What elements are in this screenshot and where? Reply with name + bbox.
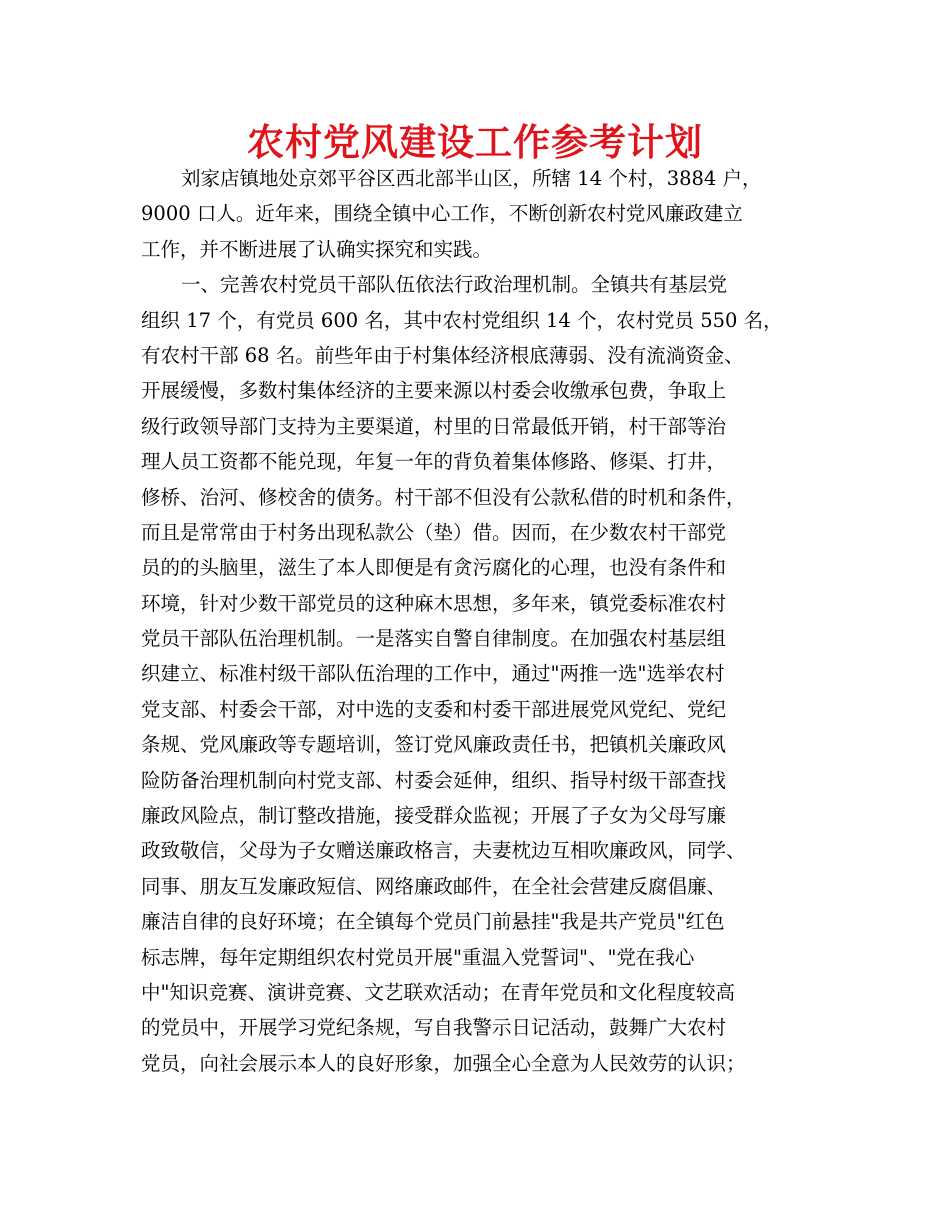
text-line: 党员，向社会展示本人的良好形象，加强全心全意为人民效劳的认识； [141,1051,746,1075]
text-line: 廉政风险点，制订整改措施，接受群众监视；开展了子女为父母写廉 [141,804,727,828]
paragraph-intro [141,161,831,267]
text-line: 理人员工资都不能兑现，年复一年的背负着集体修路、修渠、打井， [141,450,727,474]
document-title: 农村党风建设工作参考计划 [247,121,703,164]
paragraph-section-one [141,267,831,1081]
text-line: 党员干部队伍治理机制。一是落实自警自律制度。在加强农村基层组 [141,627,727,651]
text-line: 修桥、治河、修校舍的债务。村干部不但没有公款私借的时机和条件， [141,485,746,509]
document-body [141,161,831,1081]
text-line: 有农村干部 68 名。前些年由于村集体经济根底薄弱、没有流淌资金、 [141,343,744,367]
text-line: 一、完善农村党员干部队伍依法行政治理机制。全镇共有基层党 [181,273,728,297]
text-line: 标志牌，每年定期组织农村党员开展"重温入党誓词"、"党在我心 [141,945,695,969]
text-line: 险防备治理机制向村党支部、村委会延伸，组织、指导村级干部查找 [141,768,727,792]
text-line: 织建立、标准村级干部队伍治理的工作中，通过"两推一选"选举农村 [141,662,725,686]
text-line: 政致敬信，父母为子女赠送廉政格言，夫妻枕边互相吹廉政风，同学、 [141,839,746,863]
text-line: 廉洁自律的良好环境；在全镇每个党员门前悬挂"我是共产党员"红色 [141,910,725,934]
text-line: 9000 口人。近年来，围绕全镇中心工作，不断创新农村党风廉政建立 [141,202,743,226]
text-line: 刘家店镇地处京郊平谷区西北部半山区，所辖 14 个村，3884 户， [181,167,762,190]
text-line: 中"知识竞赛、演讲竞赛、文艺联欢活动；在青年党员和文化程度较高 [141,980,735,1004]
text-line: 级行政领导部门支持为主要渠道，村里的日常最低开销，村干部等治 [141,414,727,438]
text-line: 工作，并不断进展了认确实探究和实践。 [141,237,493,261]
text-line: 党支部、村委会干部，对中选的支委和村委干部进展党风党纪、党纪 [141,697,727,721]
text-line: 而且是常常由于村务出现私款公（垫）借。因而，在少数农村干部党 [141,520,727,544]
text-line: 的党员中，开展学习党纪条规，写自我警示日记活动，鼓舞广大农村 [141,1016,727,1040]
text-line: 员的的头脑里，滋生了本人即便是有贪污腐化的心理，也没有条件和 [141,556,727,580]
text-line: 环境，针对少数干部党员的这种麻木思想，多年来，镇党委标准农村 [141,591,727,615]
text-line: 条规、党风廉政等专题培训，签订党风廉政责任书，把镇机关廉政风 [141,733,727,757]
text-line: 组织 17 个，有党员 600 名，其中农村党组织 14 个，农村党员 550 名， [141,308,783,332]
text-line: 开展缓慢，多数村集体经济的主要来源以村委会收缴承包费，争取上 [141,379,727,403]
text-line: 同事、朋友互发廉政短信、网络廉政邮件，在全社会营建反腐倡廉、 [141,874,727,898]
